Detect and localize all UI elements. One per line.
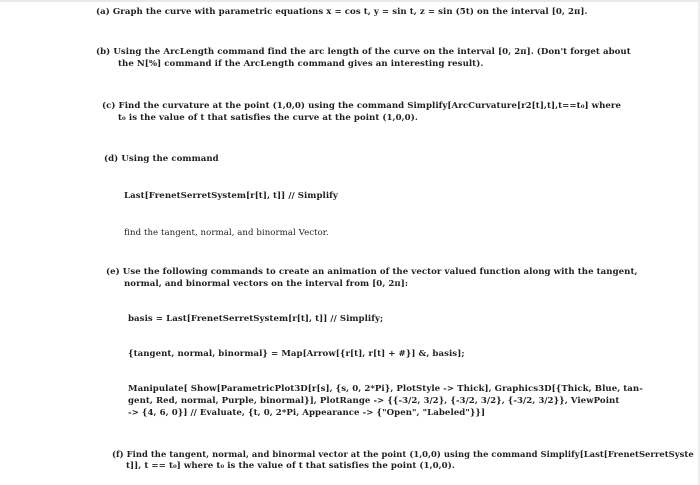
item-a-text: (a) Graph the curve with parametric equations x = cos t, y = sin t, z = sin (5t) on the interval [0, 2π]. [96, 7, 588, 17]
item-c-line-1: (c) Find the curvature at the point (1,0,0) using the command Simplify[ArcCurvature[r2[t],t],t==t₀] where [102, 101, 622, 111]
item-e-code-manipulate-3: -> {4, 6, 0}] // Evaluate, {t, 0, 2*Pi, Appearance -> {"Open", "Labeled"}}] [128, 408, 486, 418]
item-e-code-manipulate-1: Manipulate[ Show[ParametricPlot3D[r[s], {s, 0, 2*Pi}, PlotStyle -> Thick], Graphics3D[{Thick, Blue, tan- [128, 384, 643, 394]
top-border [0, 0, 700, 2]
item-d-line-1: (d) Using the command [104, 154, 219, 164]
item-e-code-basis: basis = Last[FrenetSerretSystem[r[t], t]] // Simplify; [128, 314, 384, 324]
item-b-line-1: (b) Using the ArcLength command find the arc length of the curve on the interval [0, 2π]. (Don't forget about [96, 47, 631, 57]
item-e-code-map: {tangent, normal, binormal} = Map[Arrow[{r[t], r[t] + #}] &, basis]; [128, 349, 465, 359]
item-b-line-2: the N[%] command if the ArcLength command gives an interesting result). [118, 59, 484, 69]
item-f-line-2: t]], t == t₀] where t₀ is the value of t that satisfies the point (1,0,0). [126, 461, 455, 471]
item-e-line-1: (e) Use the following commands to create an animation of the vector valued function along with the tangent, [106, 267, 638, 277]
item-d-code: Last[FrenetSerretSystem[r[t], t]] // Simplify [124, 191, 338, 201]
item-e-code-manipulate-2: gent, Red, normal, Purple, binormal}], PlotRange -> {{-3/2, 3/2}, {-3/2, 3/2}, {-3/2, 3/2}}, ViewPoint [128, 396, 620, 406]
item-d-line-2: find the tangent, normal, and binormal Vector. [124, 228, 329, 238]
item-c-line-2: t₀ is the value of t that satisfies the curve at the point (1,0,0). [118, 113, 418, 123]
item-f-line-1: (f) Find the tangent, normal, and binormal vector at the point (1,0,0) using the command Simplify[Last[FrenetSerretSyste [112, 449, 694, 459]
item-e-line-2: normal, and binormal vectors on the interval from [0, 2π]: [124, 279, 409, 289]
